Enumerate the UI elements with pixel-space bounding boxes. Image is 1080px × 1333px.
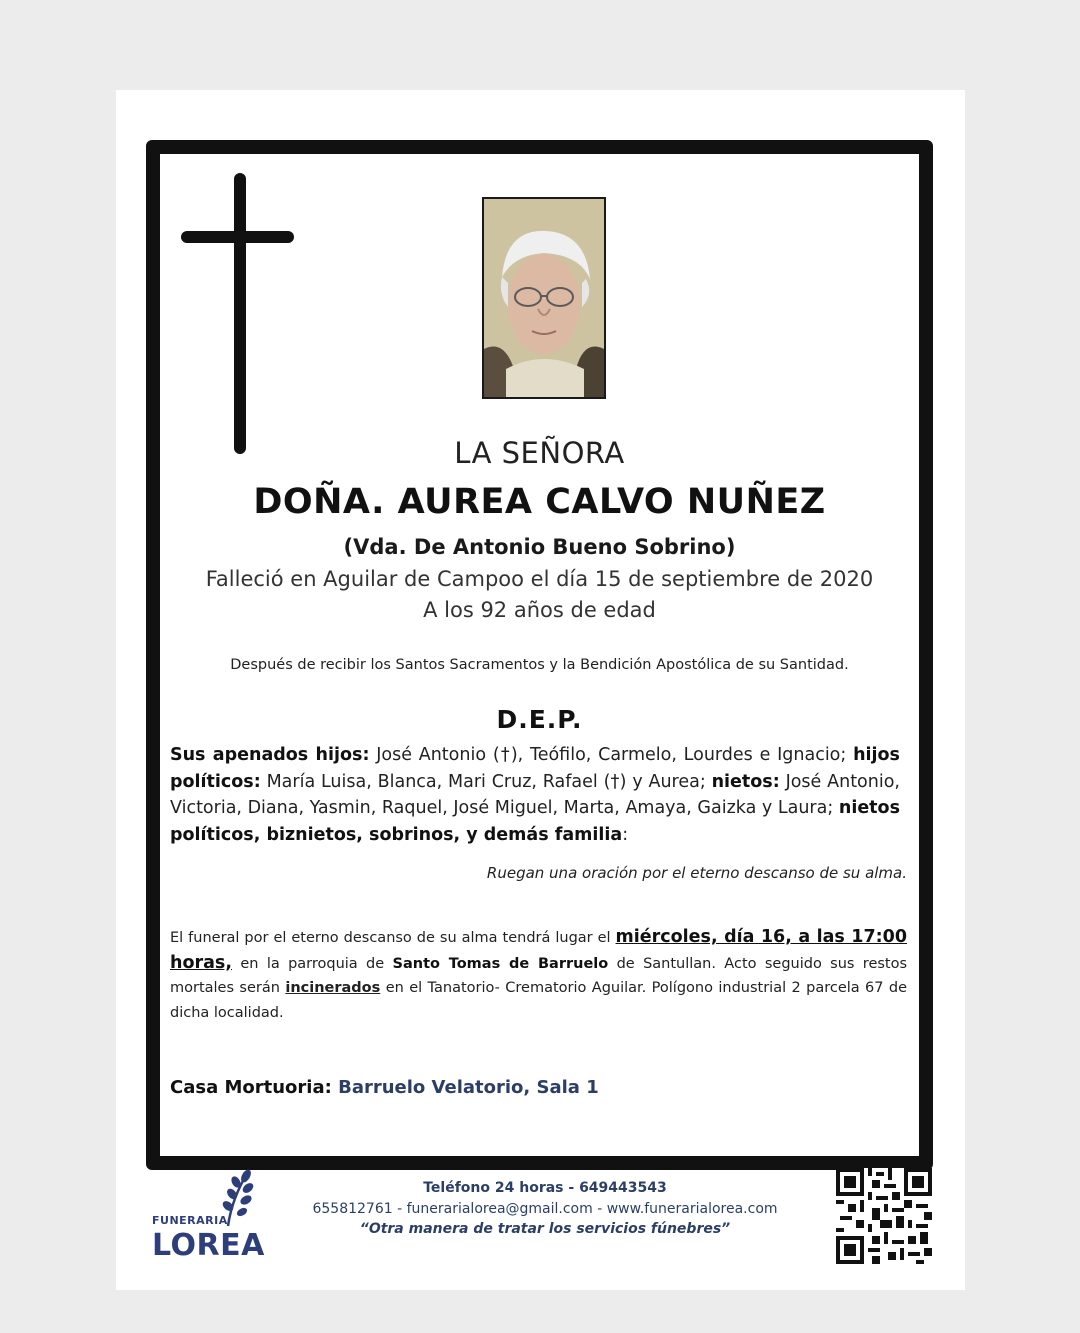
dep-heading: D.E.P. xyxy=(496,705,583,734)
mortuary-label: Casa Mortuoria xyxy=(170,1077,325,1098)
inlaws-label: hijos políticos xyxy=(170,745,900,792)
age-line: A los 92 años de edad xyxy=(423,598,656,622)
grandchildren-list: José Antonio, Victoria, Diana, Yasmin, Raquel, José Miguel, Marta, Amaya, Gaizka y Laura; xyxy=(170,771,900,818)
funeral-paragraph xyxy=(170,925,907,1025)
prayer-request: Ruegan una oración por el eterno descanso de su alma. xyxy=(486,864,907,882)
sacraments-line: Después de recibir los Santos Sacramentos y la Bendición Apostólica de su Santidad. xyxy=(230,657,849,673)
children-label: Sus apenados hijos xyxy=(170,745,363,765)
contact-line: 655812761 - funerarialorea@gmail.com - www.funerarialorea.com xyxy=(312,1201,778,1217)
funeral-datetime: miércoles, día 16, a las 17:00 horas, xyxy=(170,927,907,973)
funeral-parish-post: de Santullan. Acto seguido sus restos mortales serán xyxy=(170,955,908,996)
deceased-photo xyxy=(482,197,606,399)
deceased-name: DOÑA. AUREA CALVO NUÑEZ xyxy=(253,482,826,522)
funeraria-logo xyxy=(152,1168,272,1268)
other-family: nietos políticos, biznietos, sobrinos, y demás familia xyxy=(170,798,900,845)
death-line: Falleció en Aguilar de Campoo el día 15 de septiembre de 2020 xyxy=(205,567,874,591)
funeral-disposition: incinerados xyxy=(285,980,381,996)
funeral-closing: en el Tanatorio- Crematorio Aguilar. Polígono industrial 2 parcela 67 de dicha localidad. xyxy=(170,980,908,1021)
widow-of: (Vda. De Antonio Bueno Sobrino) xyxy=(343,535,736,559)
title-la-senora: LA SEÑORA xyxy=(454,436,625,470)
cross-icon xyxy=(234,173,246,454)
phone-24h: Teléfono 24 horas - 649443543 xyxy=(423,1180,667,1196)
funeral-parish-pre: en la parroquia de xyxy=(240,955,385,972)
grandchildren-label: nietos xyxy=(711,771,773,792)
children-list: José Antonio (†), Teófilo, Carmelo, Lourdes e Ignacio; xyxy=(376,745,847,765)
slogan: “Otra manera de tratar los servicios fúnebres” xyxy=(359,1221,731,1237)
mortuary-value: Barruelo Velatorio, Sala 1 xyxy=(338,1077,599,1098)
brand-big: LOREA xyxy=(152,1228,265,1263)
brand-small: FUNERARIA xyxy=(152,1214,228,1227)
family-paragraph: Sus apenados hijos: José Antonio (†), Teófilo, Carmelo, Lourdes e Ignacio; hijos políticos: María Luisa, Blanca, Mari Cruz, Rafael (†) y Aurea; nietos: José Antonio, Victoria, Diana, Yasmin, Raquel, José Miguel, Marta, Amaya, Gaizka y Laura; nietos políticos, biznietos, sobrinos, y demás familia: xyxy=(170,745,900,845)
funeral-intro: El funeral por el eterno descanso de su alma tendrá lugar el xyxy=(170,930,611,946)
inlaws-list: María Luisa, Blanca, Mari Cruz, Rafael (†) y Aurea; xyxy=(266,771,706,792)
funeral-parish: Santo Tomas de Barruelo xyxy=(392,955,609,972)
cross-icon-bar xyxy=(181,231,294,243)
qr-code-icon xyxy=(836,1168,932,1264)
mortuary-line: Casa Mortuoria: Barruelo Velatorio, Sala 1 xyxy=(170,1077,599,1098)
